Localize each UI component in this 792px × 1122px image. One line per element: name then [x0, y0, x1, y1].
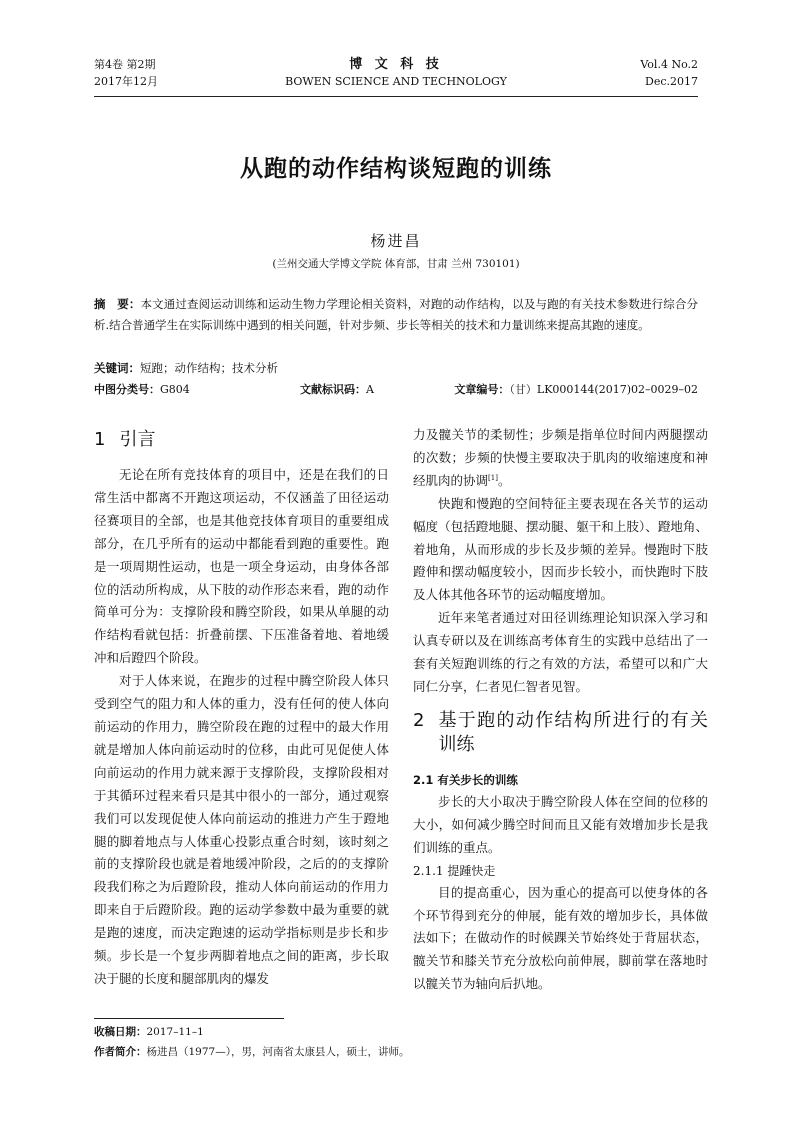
journal-name-en: BOWEN SCIENCE AND TECHNOLOGY [285, 75, 507, 88]
doc-code-value: A [366, 383, 374, 396]
clc-label: 中图分类号： [94, 383, 160, 396]
header-center [94, 56, 698, 90]
paragraph-continued-text: 力及髋关节的柔韧性；步频是指单位时间内两腿摆动的次数；步频的快慢主要取决于肌肉的收缩速度和神经肌肉的协调 [413, 427, 708, 488]
journal-name-cn: 博 文 科 技 [349, 57, 443, 72]
paragraph: 目的提高重心，因为重心的提高可以使身体的各个环节得到充分的伸展，能有效的增加步长，具体做法如下；在做动作的时候踝关节始终处于背屈状态，髋关节和膝关节充分放松向前伸展，脚前掌在落地时以髋关节为轴向后扒地。 [413, 884, 708, 992]
document-code [300, 380, 374, 400]
section-1-heading [94, 428, 389, 452]
subsection-2-1-1-heading: 2.1.1 提踵快走 [413, 863, 496, 878]
paper-title: 从跑的动作结构谈短跑的训练 [240, 156, 552, 182]
abstract-text: 本文通过查阅运动训练和运动生物力学理论相关资料，对跑的动作结构，以及与跑的有关技术参数进行综合分析.结合普通学生在实际训练中遇到的相关问题，针对步频、步长等相关的技术和力量训练来提高其跑的速度。 [94, 297, 699, 332]
received-value: 2017–11–1 [146, 1026, 204, 1038]
author-affiliation: (兰州交通大学博文学院 体育部，甘肃 兰州 730101) [272, 258, 520, 270]
date-en: Dec.2017 [645, 75, 698, 88]
paragraph: 近年来笔者通过对田径训练理论知识深入学习和认真专研以及在训练高考体育生的实践中总结出了一套有关短跑训练的行之有效的方法，希望可以和广大同仁分享，仁者见仁智者见智。 [413, 610, 708, 694]
volume-issue-cn: 第4卷 第2期 [94, 58, 156, 71]
section-1-title: 引言 [119, 429, 156, 450]
subsection-2-1-heading: 2.1 有关步长的训练 [413, 772, 518, 787]
received-label: 收稿日期： [94, 1026, 147, 1038]
author-name: 杨进昌 [370, 232, 422, 250]
paragraph-continued [413, 424, 708, 493]
received-date [94, 1022, 698, 1042]
clc-value: G804 [160, 383, 190, 396]
keywords-label: 关键词： [94, 361, 140, 375]
author-bio-text: 杨进昌（1977—），男，河南省太康县人，硕士，讲师。 [146, 1046, 410, 1058]
keywords [94, 358, 698, 378]
left-column [94, 424, 389, 991]
article-number [454, 380, 698, 400]
section-2-title: 基于跑的动作结构所进行的有关训练 [438, 709, 708, 755]
footnote [94, 1022, 698, 1062]
keywords-text: 短跑；动作结构；技术分析 [140, 361, 278, 375]
paragraph: 对于人体来说，在跑步的过程中腾空阶段人体只受到空气的阻力和人体的重力，没有任何的使人体向前运动的作用力，腾空阶段在跑的过程中的最大作用就是增加人体向前运动时的位移，由此可见促使人体向前运动的作用力就来源于支撑阶段，支撑阶段相对于其循环过程来看只是其中很小的一部分，通过观察我们可以发现促使人体向前运动的推进力产生于蹬地腿的脚着地点与人体重心投影点重合时刻，该时刻之前的支撑阶段也就是着地缓冲阶段，之后的的支撑阶段我们称之为后蹬阶段，推动人体向前运动的作用力即来自于后蹬阶段。跑的运动学参数中最为重要的就是跑的速度，而决定跑速的运动学指标则是步长和步频。步长是一个复步两脚着地点之间的距离，步长取决于腿的长度和腿部肌肉的爆发 [94, 673, 389, 986]
date-cn: 2017年12月 [94, 75, 158, 88]
header-right [640, 56, 698, 90]
paragraph-end: 。 [497, 472, 511, 488]
article-number-value: （甘）LK000144(2017)02–0029–02 [509, 383, 698, 396]
author-bio [94, 1042, 698, 1062]
right-column [413, 424, 708, 996]
clc-number [94, 380, 190, 400]
abstract [94, 294, 698, 336]
paragraph: 步长的大小取决于腾空阶段人体在空间的位移的大小，如何减少腾空时间而且又能有效增加步长是我们训练的重点。 [413, 793, 708, 855]
section-2-number: 2 [413, 709, 425, 731]
paragraph: 快跑和慢跑的空间特征主要表现在各关节的运动幅度（包括蹬地腿、摆动腿、躯干和上肢）、蹬地角、着地角，从而形成的步长及步频的差异。慢跑时下肢蹬伸和摆动幅度较小，因而步长较小，而快跑时下肢及人体其他各环节的运动幅度增加。 [413, 495, 708, 603]
doc-code-label: 文献标识码： [300, 383, 366, 396]
header-rule [94, 96, 698, 97]
author-bio-label: 作者简介： [94, 1046, 147, 1058]
paragraph: 无论在所有竞技体育的项目中，还是在我们的日常生活中都离不开跑这项运动，不仅涵盖了田径运动径赛项目的全部，也是其他竞技体育项目的重要组成部分，在几乎所有的运动中都能看到跑的重要性。跑是一项周期性运动，也是一项全身运动，由身体各部位的活动所构成，从下肢的动作形态来看，跑的动作简单可分为：支撑阶段和腾空阶段，如果从单腿的动作结构看就包括：折叠前摆、下压准备着地、着地缓冲和后蹬四个阶段。 [94, 467, 389, 666]
volume-issue-en: Vol.4 No.2 [640, 58, 698, 71]
classification-line [94, 380, 698, 400]
footnote-rule [94, 1018, 284, 1019]
abstract-label: 摘 要： [94, 297, 141, 311]
citation-ref: [1] [488, 473, 498, 482]
section-2-heading [413, 709, 708, 757]
section-1-number: 1 [94, 429, 106, 450]
article-number-label: 文章编号： [454, 383, 510, 396]
running-header [94, 56, 698, 96]
